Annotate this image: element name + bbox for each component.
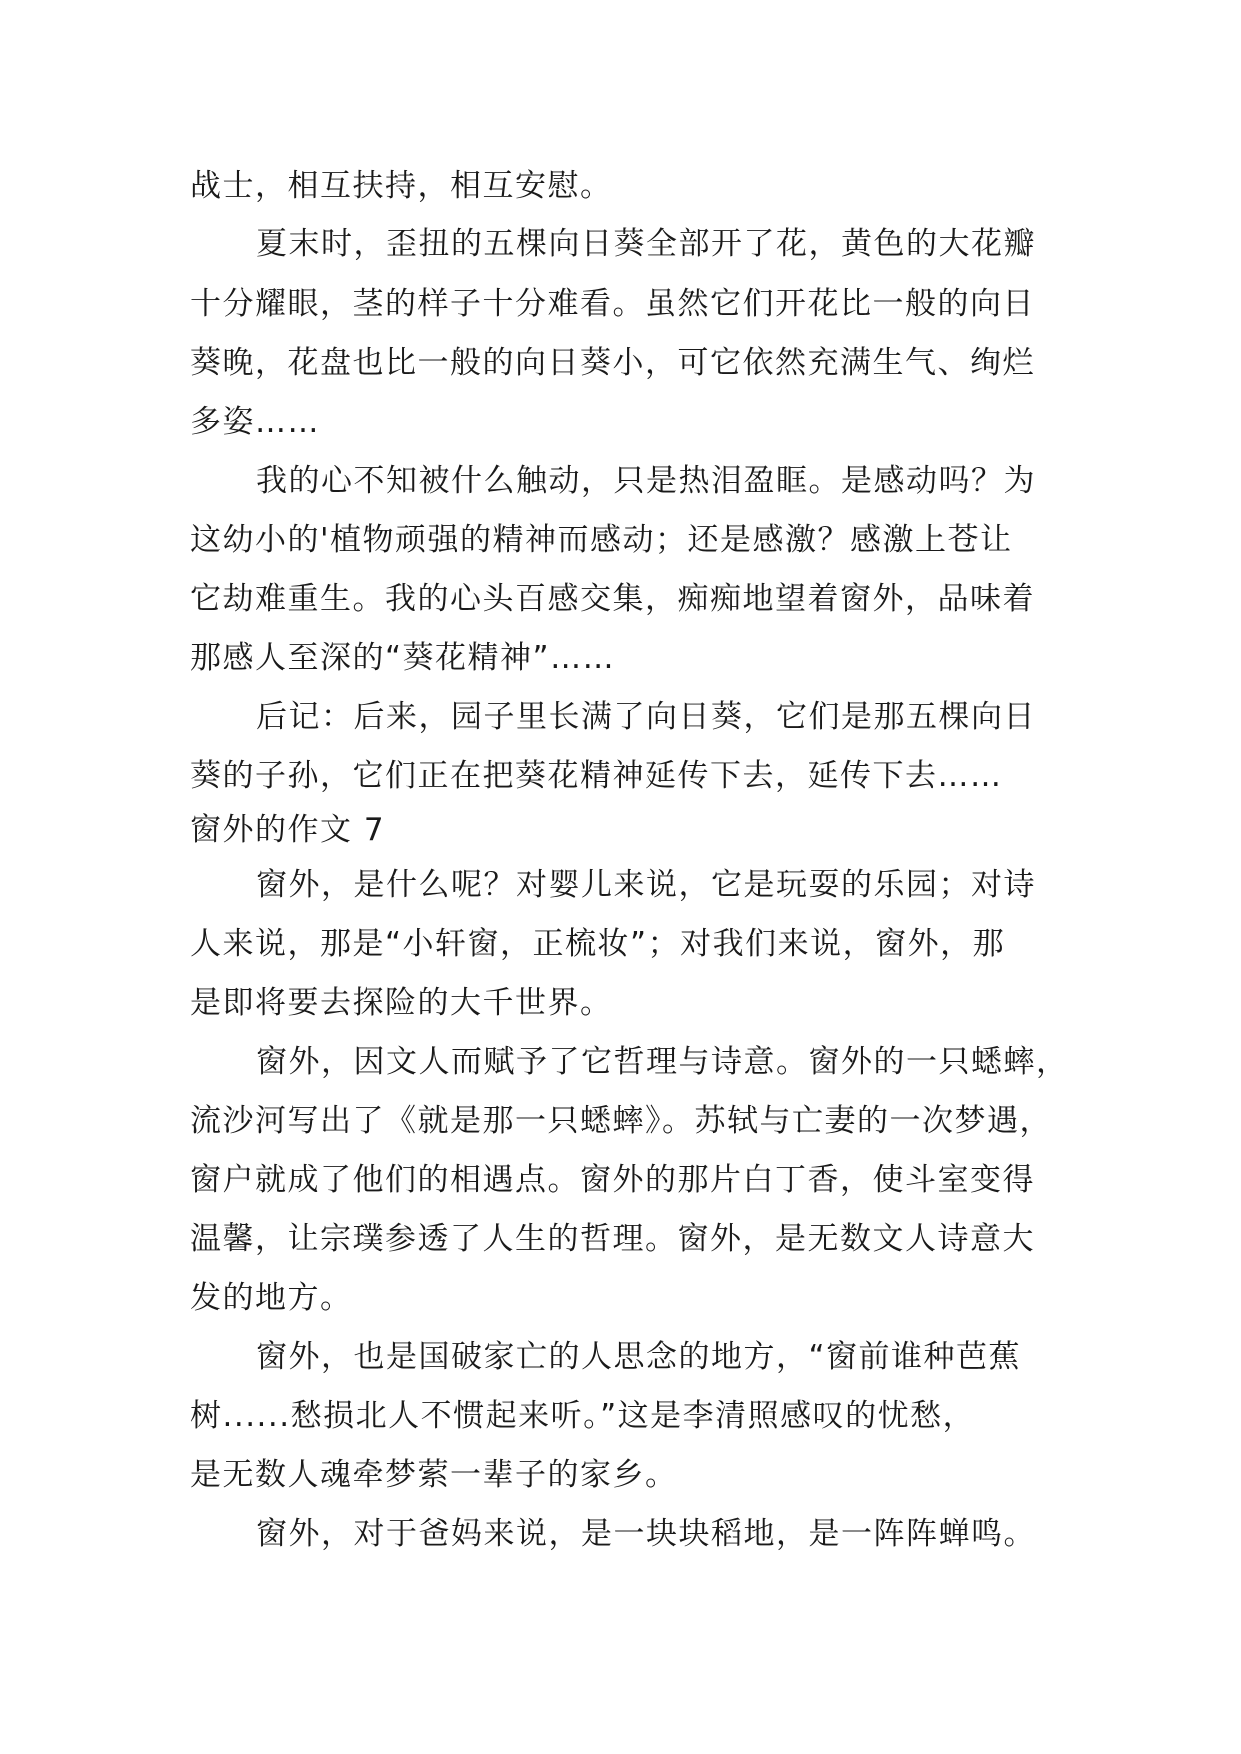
text-line: 那感人至深的“葵花精神”…… (190, 640, 616, 676)
text-line: 它劫难重生。我的心头百感交集，痴痴地望着窗外，品味着 (190, 581, 1035, 617)
text-line: 窗户就成了他们的相遇点。窗外的那片白丁香，使斗室变得 (190, 1162, 1035, 1198)
text-line: 战士，相互扶持，相互安慰。 (190, 168, 613, 204)
section-title: 窗外的作文 7 (190, 812, 386, 848)
paragraph-first-line: 夏末时，歪扭的五棵向日葵全部开了花，黄色的大花瓣 (256, 226, 1036, 262)
paragraph-first-line: 窗外，因文人而赋予了它哲理与诗意。窗外的一只蟋蟀， (256, 1044, 1069, 1080)
paragraph-first-line: 我的心不知被什么触动，只是热泪盈眶。是感动吗？为 (256, 463, 1036, 499)
paragraph-first-line: 窗外，也是国破家亡的人思念的地方，“窗前谁种芭蕉 (256, 1339, 1022, 1375)
text-line: 十分耀眼，茎的样子十分难看。虽然它们开花比一般的向日 (190, 286, 1035, 322)
text-line: 是即将要去探险的大千世界。 (190, 985, 613, 1021)
text-line: 流沙河写出了《就是那一只蟋蟀》。苏轼与亡妻的一次梦遇， (190, 1103, 1052, 1139)
text-line: 是无数人魂牵梦萦一辈子的家乡。 (190, 1457, 678, 1493)
paragraph-first-line: 窗外，是什么呢？对婴儿来说，它是玩耍的乐园；对诗 (256, 867, 1036, 903)
text-line: 葵晚，花盘也比一般的向日葵小，可它依然充满生气、绚烂 (190, 345, 1035, 381)
paragraph-first-line: 后记：后来，园子里长满了向日葵，它们是那五棵向日 (256, 699, 1036, 735)
text-line: 这幼小的'植物顽强的精神而感动；还是感激？感激上苍让 (190, 522, 1013, 558)
text-line: 温馨，让宗璞参透了人生的哲理。窗外，是无数文人诗意大 (190, 1221, 1035, 1257)
text-line: 多姿…… (190, 404, 320, 440)
text-line: 发的地方。 (190, 1280, 353, 1316)
text-line: 树......愁损北人不惯起来听。”这是李清照感叹的忧愁， (190, 1398, 976, 1434)
paragraph-first-line: 窗外，对于爸妈来说，是一块块稻地，是一阵阵蝉鸣。 (256, 1516, 1036, 1552)
text-line: 葵的子孙，它们正在把葵花精神延传下去，延传下去…… (190, 758, 1003, 794)
text-line: 人来说，那是“小轩窗，正梳妆”；对我们来说，窗外，那 (190, 926, 1006, 962)
